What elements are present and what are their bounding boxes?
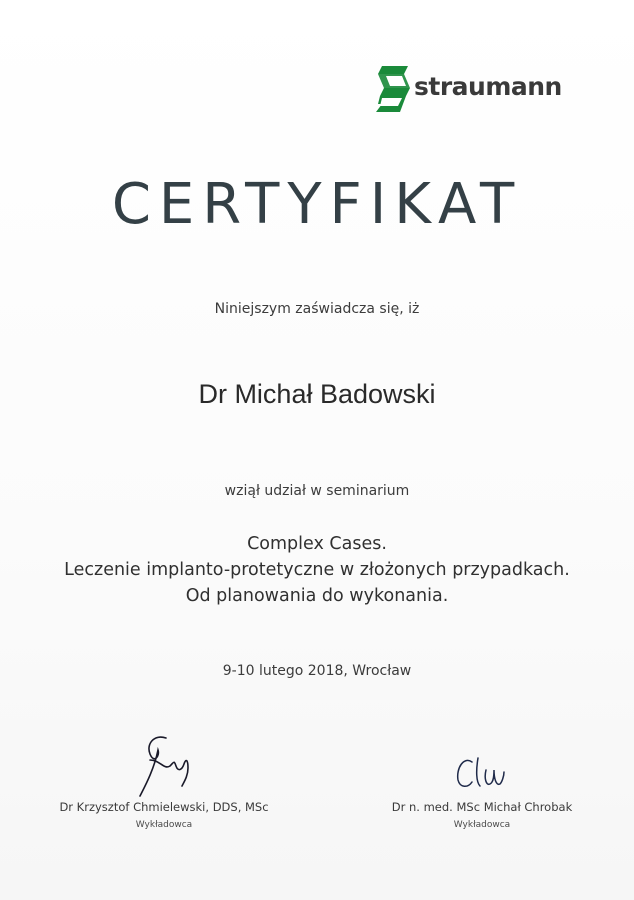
- course-line: Od planowania do wykonania.: [185, 586, 449, 606]
- brand-name: straumann: [414, 72, 562, 101]
- course-line: Leczenie implanto-protetyczne w złożonych przypadkach.: [64, 560, 570, 580]
- signer-role-left: Wykładowca: [135, 820, 193, 830]
- intro-text: Niniejszym zaświadcza się, iż: [214, 301, 420, 317]
- signature-block-left: [44, 730, 284, 830]
- participation-text: wziął udział w seminarium: [224, 483, 410, 499]
- signature-left-image: [104, 730, 224, 800]
- signer-role-right: Wykładowca: [453, 820, 511, 830]
- signature-right-image: [442, 748, 522, 800]
- date-place: 9-10 lutego 2018, Wrocław: [222, 663, 412, 679]
- course-title: [0, 531, 634, 609]
- brand-logo: [376, 66, 596, 114]
- course-line: Complex Cases.: [247, 534, 387, 554]
- signer-name-left: Dr Krzysztof Chmielewski, DDS, MSc: [59, 800, 269, 814]
- certificate-title: CERTYFIKAT: [111, 172, 523, 237]
- straumann-s-logo-icon: [376, 66, 410, 112]
- signature-block-right: [362, 748, 602, 830]
- recipient-name: Dr Michał Badowski: [198, 379, 436, 409]
- signer-name-right: Dr n. med. MSc Michał Chrobak: [391, 800, 573, 814]
